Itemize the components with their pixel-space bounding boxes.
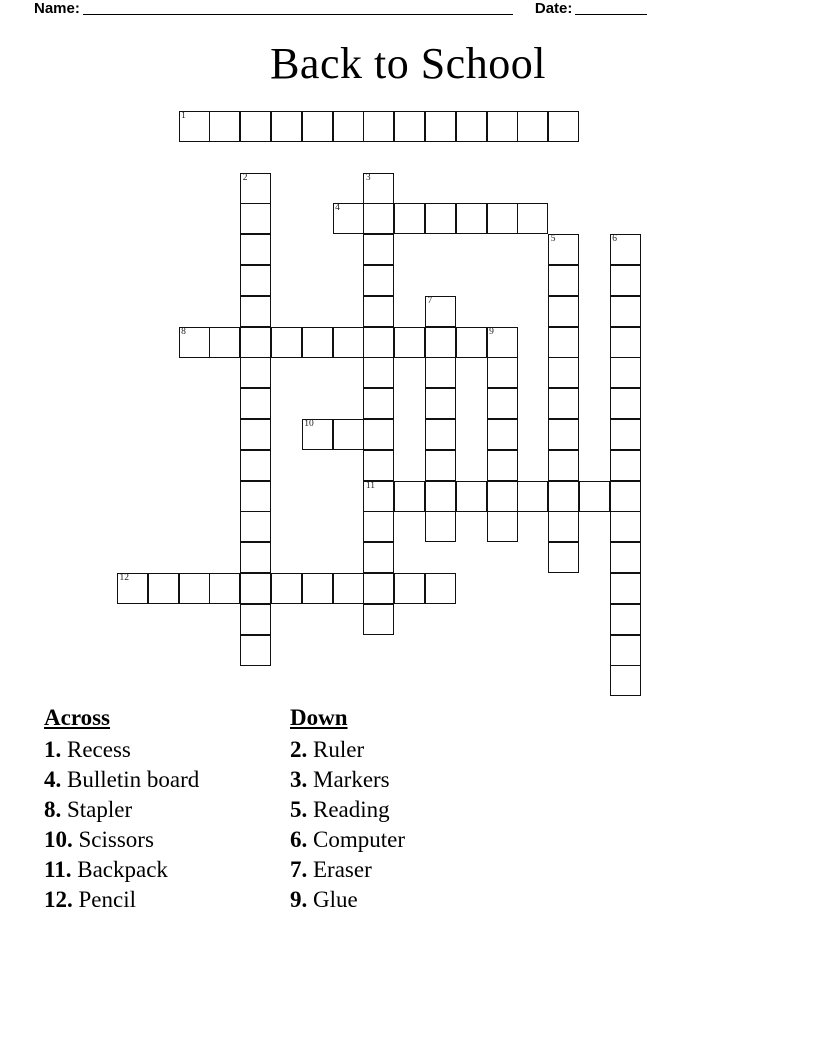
- grid-cell-number: 12: [119, 573, 129, 583]
- grid-cell[interactable]: [456, 203, 487, 234]
- grid-cell-number: 5: [550, 234, 556, 245]
- grid-cell[interactable]: [240, 327, 271, 358]
- across-clue-item[interactable]: [44, 825, 290, 855]
- grid-cell[interactable]: [456, 327, 487, 358]
- grid-cell[interactable]: [240, 234, 271, 265]
- down-clue-text: Computer: [313, 827, 405, 852]
- grid-cell[interactable]: [425, 111, 456, 142]
- grid-cell[interactable]: [487, 419, 518, 450]
- grid-cell[interactable]: [610, 265, 641, 296]
- down-clue-number: 6.: [290, 827, 313, 852]
- down-clue-number: 3.: [290, 767, 313, 792]
- grid-cell[interactable]: [610, 481, 641, 512]
- grid-cell[interactable]: [425, 450, 456, 481]
- across-clue-number: 11.: [44, 857, 78, 882]
- grid-cell-number: 9: [489, 326, 494, 337]
- grid-cell-number: 7: [427, 295, 433, 306]
- grid-cell[interactable]: [363, 327, 394, 358]
- grid-cell[interactable]: [240, 542, 271, 573]
- grid-cell[interactable]: [209, 111, 240, 142]
- grid-cell[interactable]: [363, 573, 394, 604]
- across-clue-number: 12.: [44, 887, 79, 912]
- grid-cell[interactable]: [271, 327, 302, 358]
- grid-cell[interactable]: [363, 511, 394, 542]
- down-clue-column: [290, 702, 590, 915]
- grid-cell[interactable]: [333, 111, 364, 142]
- grid-cell[interactable]: [610, 450, 641, 481]
- grid-cell-number: 4: [335, 203, 340, 214]
- down-clue-list: [290, 735, 590, 915]
- across-clue-item[interactable]: [44, 735, 290, 765]
- grid-cell[interactable]: [610, 388, 641, 419]
- down-clue-item[interactable]: [290, 735, 590, 765]
- across-clue-column: [44, 702, 290, 915]
- grid-cell[interactable]: [517, 203, 548, 234]
- down-clue-text: Glue: [313, 887, 358, 912]
- across-clue-list: [44, 735, 290, 915]
- down-clue-item[interactable]: [290, 765, 590, 795]
- grid-cell[interactable]: [425, 388, 456, 419]
- grid-cell[interactable]: [363, 234, 394, 265]
- grid-cell[interactable]: [363, 419, 394, 450]
- down-clue-item[interactable]: [290, 795, 590, 825]
- down-clue-number: 5.: [290, 797, 313, 822]
- grid-cell[interactable]: [610, 573, 641, 604]
- grid-cell[interactable]: [610, 327, 641, 358]
- date-input-line[interactable]: [575, 0, 647, 15]
- across-heading: Across: [44, 705, 111, 730]
- grid-cell-numbered[interactable]: [333, 203, 364, 234]
- grid-cell[interactable]: [425, 419, 456, 450]
- grid-cell[interactable]: [240, 296, 271, 327]
- grid-cell-numbered[interactable]: [240, 173, 271, 204]
- grid-cell-numbered[interactable]: [179, 111, 210, 142]
- grid-cell[interactable]: [517, 111, 548, 142]
- grid-cell[interactable]: [240, 635, 271, 666]
- grid-cell[interactable]: [610, 511, 641, 542]
- grid-cell[interactable]: [394, 203, 425, 234]
- grid-cell[interactable]: [240, 357, 271, 388]
- grid-cell-number: 10: [304, 419, 314, 429]
- grid-cell-numbered[interactable]: [548, 234, 579, 265]
- grid-cell[interactable]: [333, 573, 364, 604]
- grid-cell-numbered[interactable]: [487, 327, 518, 358]
- grid-cell[interactable]: [394, 111, 425, 142]
- grid-cell[interactable]: [487, 450, 518, 481]
- page-title: Back to School: [270, 39, 546, 88]
- grid-cell-number: 1: [181, 111, 186, 121]
- grid-cell[interactable]: [548, 265, 579, 296]
- across-clue-number: 1.: [44, 737, 67, 762]
- grid-cell[interactable]: [302, 327, 333, 358]
- date-label: Date:: [534, 0, 573, 17]
- across-clue-number: 8.: [44, 797, 67, 822]
- grid-cell[interactable]: [394, 327, 425, 358]
- grid-cell[interactable]: [425, 573, 456, 604]
- grid-cell-numbered[interactable]: [179, 327, 210, 358]
- worksheet-header: [0, 0, 816, 26]
- grid-cell-number: 3: [365, 172, 371, 183]
- across-clue-text: Scissors: [78, 827, 154, 852]
- grid-cell[interactable]: [548, 511, 579, 542]
- grid-cell[interactable]: [456, 111, 487, 142]
- grid-cell[interactable]: [610, 542, 641, 573]
- crossword-grid: [117, 111, 677, 711]
- grid-cell[interactable]: [610, 419, 641, 450]
- grid-cell[interactable]: [487, 511, 518, 542]
- grid-cell[interactable]: [209, 327, 240, 358]
- across-clue-text: Pencil: [78, 887, 136, 912]
- grid-cell[interactable]: [240, 450, 271, 481]
- down-clue-item[interactable]: [290, 855, 590, 885]
- grid-cell[interactable]: [333, 327, 364, 358]
- grid-cell[interactable]: [363, 388, 394, 419]
- grid-cell[interactable]: [240, 265, 271, 296]
- grid-cell[interactable]: [425, 511, 456, 542]
- down-clue-item[interactable]: [290, 885, 590, 915]
- grid-cell[interactable]: [487, 203, 518, 234]
- grid-cell[interactable]: [148, 573, 179, 604]
- grid-cell[interactable]: [548, 450, 579, 481]
- grid-cell[interactable]: [610, 604, 641, 635]
- grid-cell[interactable]: [548, 296, 579, 327]
- down-clue-item[interactable]: [290, 825, 590, 855]
- grid-cell[interactable]: [456, 481, 487, 512]
- grid-cell[interactable]: [179, 573, 210, 604]
- down-heading: Down: [290, 705, 348, 730]
- name-label: Name:: [34, 0, 80, 17]
- down-clue-number: 9.: [290, 887, 313, 912]
- grid-cell[interactable]: [240, 604, 271, 635]
- grid-cell[interactable]: [548, 111, 579, 142]
- grid-cell[interactable]: [363, 604, 394, 635]
- grid-cell-number: 11: [365, 480, 376, 491]
- grid-cell[interactable]: [363, 357, 394, 388]
- grid-cell[interactable]: [363, 111, 394, 142]
- grid-cell[interactable]: [240, 481, 271, 512]
- grid-cell[interactable]: [548, 388, 579, 419]
- across-clue-text: Bulletin board: [67, 767, 200, 792]
- grid-cell[interactable]: [240, 419, 271, 450]
- grid-cell[interactable]: [610, 665, 641, 696]
- grid-cell-numbered[interactable]: [302, 419, 333, 450]
- down-clue-number: 7.: [290, 857, 313, 882]
- grid-cell[interactable]: [548, 542, 579, 573]
- grid-cell-numbered[interactable]: [610, 234, 641, 265]
- grid-cell[interactable]: [548, 357, 579, 388]
- grid-cell[interactable]: [240, 573, 271, 604]
- across-clue-text: Recess: [67, 737, 131, 762]
- grid-cell[interactable]: [425, 327, 456, 358]
- grid-cell[interactable]: [240, 388, 271, 419]
- across-clue-text: Stapler: [67, 797, 133, 822]
- grid-cell[interactable]: [487, 481, 518, 512]
- grid-cell[interactable]: [425, 481, 456, 512]
- across-clue-number: 4.: [44, 767, 67, 792]
- grid-cell-numbered[interactable]: [425, 296, 456, 327]
- grid-cell[interactable]: [271, 111, 302, 142]
- grid-cell[interactable]: [487, 111, 518, 142]
- grid-cell[interactable]: [425, 203, 456, 234]
- grid-cell-number: 2: [242, 172, 248, 183]
- grid-cell[interactable]: [240, 203, 271, 234]
- down-clue-text: Reading: [313, 797, 390, 822]
- grid-cell-numbered[interactable]: [363, 173, 394, 204]
- grid-cell[interactable]: [333, 419, 364, 450]
- grid-cell[interactable]: [548, 419, 579, 450]
- grid-cell[interactable]: [548, 327, 579, 358]
- grid-cell[interactable]: [302, 573, 333, 604]
- grid-cell-number: 8: [181, 326, 186, 337]
- grid-cell[interactable]: [363, 296, 394, 327]
- grid-cell[interactable]: [363, 450, 394, 481]
- across-clue-item[interactable]: [44, 855, 290, 885]
- grid-cell[interactable]: [579, 481, 610, 512]
- grid-cell[interactable]: [610, 296, 641, 327]
- grid-cell-numbered[interactable]: [363, 481, 394, 512]
- grid-cell-numbered[interactable]: [117, 573, 148, 604]
- grid-cell[interactable]: [425, 357, 456, 388]
- grid-cell[interactable]: [548, 481, 579, 512]
- across-clue-item[interactable]: [44, 885, 290, 915]
- grid-cell-number: 6: [612, 234, 618, 245]
- grid-cell[interactable]: [487, 357, 518, 388]
- grid-cell[interactable]: [240, 511, 271, 542]
- grid-cell[interactable]: [394, 573, 425, 604]
- across-clue-item[interactable]: [44, 795, 290, 825]
- grid-cell[interactable]: [209, 573, 240, 604]
- grid-cell[interactable]: [487, 388, 518, 419]
- grid-cell[interactable]: [363, 203, 394, 234]
- down-clue-text: Eraser: [313, 857, 372, 882]
- down-clue-text: Ruler: [313, 737, 365, 762]
- grid-cell[interactable]: [394, 481, 425, 512]
- grid-cell[interactable]: [610, 635, 641, 666]
- grid-cell[interactable]: [240, 111, 271, 142]
- across-clue-number: 10.: [44, 827, 79, 852]
- grid-cell[interactable]: [302, 111, 333, 142]
- grid-cell[interactable]: [517, 481, 548, 512]
- down-clue-number: 2.: [290, 737, 313, 762]
- grid-cell[interactable]: [363, 542, 394, 573]
- grid-cell[interactable]: [610, 357, 641, 388]
- grid-cell[interactable]: [271, 573, 302, 604]
- grid-cell[interactable]: [363, 265, 394, 296]
- across-clue-text: Backpack: [77, 857, 168, 882]
- down-clue-text: Markers: [313, 767, 390, 792]
- clues-section: [44, 702, 744, 915]
- name-input-line[interactable]: [83, 0, 513, 15]
- across-clue-item[interactable]: [44, 765, 290, 795]
